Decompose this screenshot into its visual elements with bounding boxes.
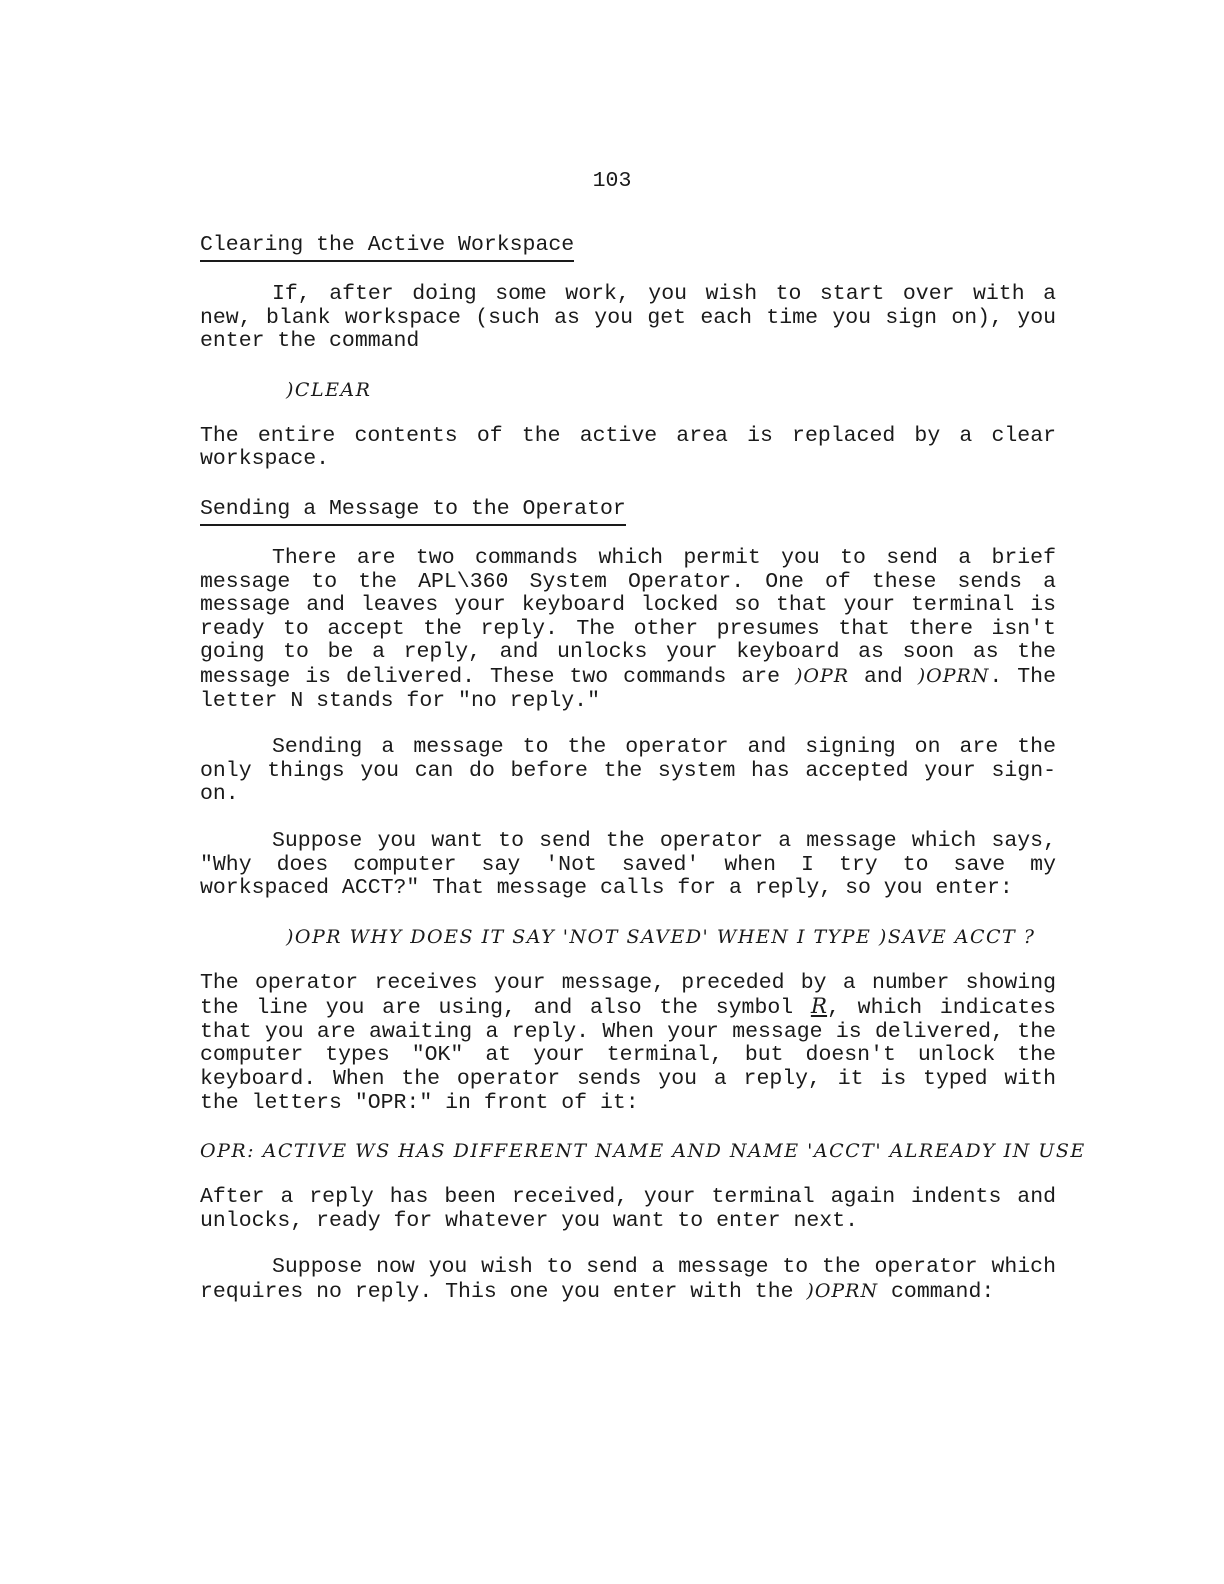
page-number: 103 [592, 169, 632, 193]
reply-symbol: R [810, 994, 828, 1020]
operator-reply-example: OPR: ACTIVE WS HAS DIFFERENT NAME AND NAME 'ACCT' ALREADY IN USE [200, 1140, 1086, 1163]
paragraph-text: The operator receives your message, preceded by a number showing the line you are using, and also the symbol [200, 970, 1056, 1021]
paragraph: If, after doing some work, you wish to start over with a new, blank workspace (such as you get each time you sign on), you enter the command [200, 282, 1056, 354]
paragraph-text: command: [878, 1280, 995, 1305]
paragraph: Sending a message to the operator and signing on are the only things you can do before the system has accepted your sign-on. [200, 735, 1056, 807]
paragraph: Suppose you want to send the operator a message which says, "Why does computer say 'Not saved' when I try to save my workspaced ACCT?" That message calls for a reply, so you enter: [200, 828, 1056, 901]
paragraph: The entire contents of the active area is replaced by a clear workspace. [200, 423, 1056, 472]
page-content [200, 232, 1086, 1305]
paragraph [200, 972, 1056, 1116]
inline-command: )OPRN [917, 664, 990, 687]
paragraph-text: , which indicates that you are awaiting a reply. When your message is delivered, the computer types "OK" at your terminal, but doesn't unlock the keyboard. When the operator sends you a reply, it is typed with the letters "OPR:" in front of it: [200, 996, 1056, 1115]
inline-command: )OPR [794, 664, 850, 687]
paragraph-text: . The letter N stands for "no reply." [200, 664, 1056, 713]
inline-command: )OPRN [806, 1280, 879, 1303]
section-operator [200, 496, 1086, 1305]
paragraph-text: and [849, 664, 918, 689]
paragraph-text: There are two commands which permit you to send a brief message to the APL\360 System Operator. One of these sends a message and leaves your keyboard locked so that your terminal is ready to accept the reply. The other presumes that there isn't going to be a reply, and unlocks your keyboard as soon as the message is delivered. These two commands are [200, 545, 1056, 689]
command-example: )OPR WHY DOES IT SAY 'NOT SAVED' WHEN I TYPE )SAVE ACCT ? [286, 925, 1036, 948]
paragraph [200, 547, 1056, 713]
paragraph: After a reply has been received, your terminal again indents and unlocks, ready for whatever you want to enter next. [200, 1185, 1056, 1233]
paragraph-text: Suppose now you wish to send a message to the operator which requires no reply. This one you enter with the [200, 1255, 1056, 1305]
command-example: )CLEAR [286, 378, 372, 401]
paragraph [200, 1256, 1056, 1304]
section-heading-operator: Sending a Message to the Operator [200, 496, 626, 526]
section-heading-clearing: Clearing the Active Workspace [200, 232, 574, 262]
section-clearing [200, 232, 1056, 472]
